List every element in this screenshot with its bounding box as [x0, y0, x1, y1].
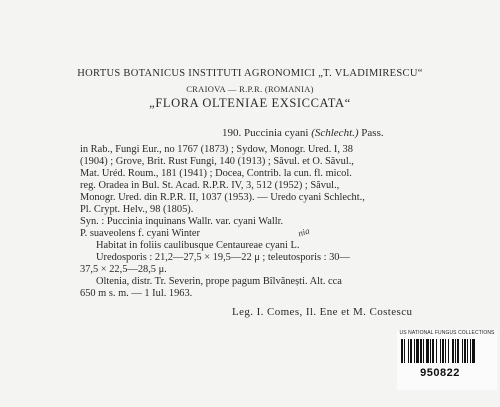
species-title [222, 127, 384, 139]
citation-line: Pl. Crypt. Helv., 98 (1805). [80, 204, 194, 215]
barcode-bars [401, 339, 493, 363]
synonym-line: Syn. : Puccinia inquinans Wallr. var. cyani Wallr. [80, 216, 284, 227]
location-heading: CRAIOVA — R.P.R. (ROMANIA) [186, 84, 314, 94]
spore-measure-line: 37,5 × 22,5—28,5 μ. [80, 264, 167, 275]
collectors-line: Leg. I. Comes, Il. Ene et M. Costescu [232, 306, 413, 318]
barcode-number: 950822 [420, 367, 460, 379]
citation-line: Monogr. Ured. din R.P.R. II, 1037 (1953). — Uredo cyani Schlecht., [80, 192, 365, 203]
citation-line: in Rab., Fungi Eur., no 1767 (1873) ; Sydow, Monogr. Ured. I, 38 [80, 144, 353, 155]
institution-heading: HORTUS BOTANICUS INSTITUTI AGRONOMICI „T. VLADIMIRESCU“ [77, 68, 423, 79]
species-number-name: 190. Puccinia cyani [222, 127, 309, 139]
synonym-line: P. suaveolens f. cyani Winter [80, 228, 201, 239]
habitat-line: Habitat in foliis caulibusque Centaureae cyani L. [96, 240, 300, 251]
spore-measure-line: Uredosporis : 21,2—27,5 × 19,5—22 μ ; teleutosporis : 30— [96, 252, 350, 263]
barcode-label [397, 330, 497, 390]
citation-line: (1904) ; Grove, Brit. Rust Fungi, 140 (1913) ; Săvul. et O. Săvul., [80, 156, 354, 167]
citation-line: reg. Oradea in Bul. St. Acad. R.P.R. IV, 3, 512 (1952) ; Săvul., [80, 180, 340, 191]
locality-line: 650 m s. m. — 1 Iul. 1963. [80, 288, 193, 299]
barcode-institution: US NATIONAL FUNGUS COLLECTIONS [399, 330, 495, 336]
species-author: Pass. [361, 127, 384, 139]
handwritten-annotation: nia [296, 225, 311, 239]
citation-line: Mat. Uréd. Roum., 181 (1941) ; Docea, Contrib. la cun. fl. micol. [80, 168, 352, 179]
locality-line: Oltenia, distr. Tr. Severin, prope pagum Bîlvănești. Alt. cca [96, 276, 342, 287]
series-title: „FLORA OLTENIAE EXSICCATA“ [149, 96, 351, 110]
species-author-italic: (Schlecht.) [311, 127, 359, 139]
